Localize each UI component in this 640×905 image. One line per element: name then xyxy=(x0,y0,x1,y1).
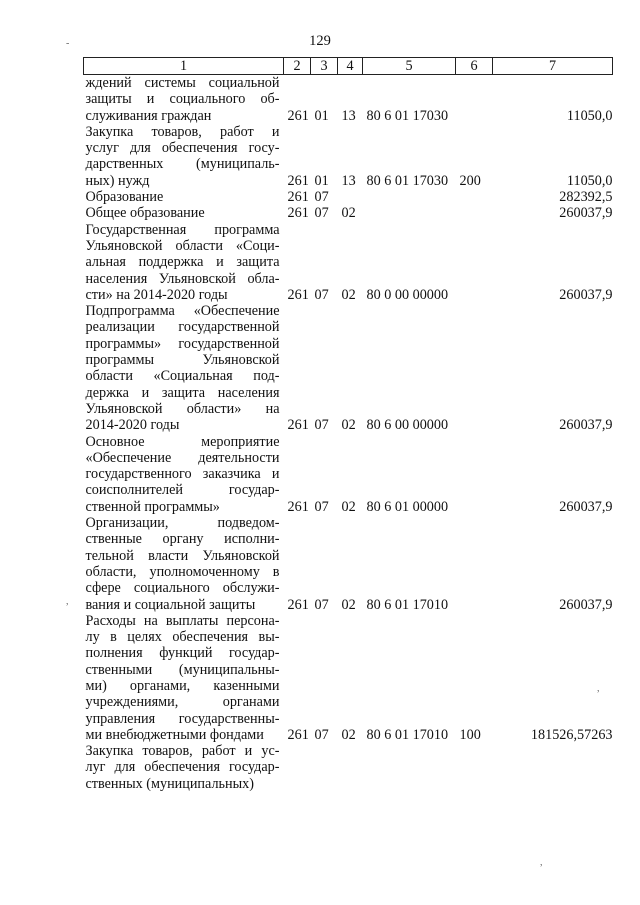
target-article-code: 80 6 01 17030 xyxy=(366,172,449,189)
expense-type-code: 200 xyxy=(459,172,481,189)
row-name-line: 2014-2020 годы xyxy=(85,417,180,434)
row-name-line: ми внебюджетными фондами xyxy=(85,726,264,743)
row-name-line: Образование xyxy=(85,189,164,206)
row-name-line: вания и социальной защиты xyxy=(85,596,256,613)
row-name-line: дарственных (муниципаль- xyxy=(85,156,280,173)
row-name-line: Общее образование xyxy=(85,205,205,222)
section-code xyxy=(311,743,338,792)
row-name-line: полнения функций государ- xyxy=(85,645,280,662)
section-code: 07 xyxy=(314,498,329,515)
row-name-line: Государственная программа xyxy=(85,221,280,238)
row-name-line: реализации государственной xyxy=(85,319,280,336)
table-row xyxy=(84,75,613,124)
amount: 11050,0 xyxy=(566,107,613,124)
amount: 260037,9 xyxy=(559,205,613,222)
scan-speck: , xyxy=(66,596,69,607)
expense-type-code xyxy=(456,75,493,124)
target-article-code: 80 6 01 17010 xyxy=(366,726,449,743)
amount: 11050,0 xyxy=(566,172,613,189)
expense-type-code xyxy=(456,222,493,303)
header-col-1: 1 xyxy=(84,58,284,75)
header-col-2: 2 xyxy=(284,58,311,75)
row-name-line: лу в целях обеспечения вы- xyxy=(85,629,280,646)
subsection-code xyxy=(338,743,363,792)
row-name-line: населения Ульяновской обла- xyxy=(85,270,280,287)
row-name-line: «Обеспечение деятельности xyxy=(85,449,280,466)
section-code: 07 xyxy=(314,726,329,743)
section-code: 07 xyxy=(314,205,329,222)
chapter-code: 261 xyxy=(287,189,309,206)
subsection-code: 02 xyxy=(341,205,356,222)
chapter-code: 261 xyxy=(287,205,309,222)
header-row xyxy=(84,58,613,75)
table-row xyxy=(84,222,613,303)
target-article-code: 80 6 01 00000 xyxy=(366,498,449,515)
row-name-line: сфере социального обслужи- xyxy=(85,580,280,597)
table-row xyxy=(84,743,613,792)
row-name xyxy=(84,124,284,189)
row-name-line: управления государственны- xyxy=(85,710,280,727)
table-row xyxy=(84,613,613,743)
expense-type-code xyxy=(456,515,493,613)
chapter-code: 261 xyxy=(287,286,309,303)
row-name-line: Ульяновской области «Соци- xyxy=(85,237,280,254)
row-name-line: области «Социальная под- xyxy=(85,368,280,385)
row-name-line: соисполнителей государ- xyxy=(85,482,280,499)
row-name xyxy=(84,303,284,433)
subsection-code: 13 xyxy=(341,107,356,124)
row-name-line: программы Ульяновской xyxy=(85,352,280,369)
expense-type-code: 100 xyxy=(459,726,481,743)
table-row xyxy=(84,434,613,515)
row-name-line: ственные органу исполни- xyxy=(85,531,280,548)
row-name-line: луг для обеспечения государ- xyxy=(85,759,280,776)
scan-speck: , xyxy=(540,857,543,868)
amount xyxy=(493,743,613,792)
header-col-6: 6 xyxy=(456,58,493,75)
subsection-code: 13 xyxy=(341,172,356,189)
row-name-line: защиты и социального об- xyxy=(85,91,280,108)
table-row xyxy=(84,205,613,221)
row-name-line: держка и защита населения xyxy=(85,384,280,401)
subsection-code: 02 xyxy=(341,286,356,303)
amount: 260037,9 xyxy=(559,286,613,303)
row-name-line: Организации, подведом- xyxy=(85,515,280,532)
row-name xyxy=(84,434,284,515)
row-name-line: ждений системы социальной xyxy=(85,75,280,91)
section-code: 07 xyxy=(314,596,329,613)
chapter-code: 261 xyxy=(287,107,309,124)
header-col-4: 4 xyxy=(338,58,363,75)
scan-speck: , xyxy=(597,683,600,694)
row-name-line: Закупка товаров, работ и ус- xyxy=(85,743,280,760)
chapter-code: 261 xyxy=(287,498,309,515)
subsection-code: 02 xyxy=(341,596,356,613)
amount: 181526,57263 xyxy=(530,726,613,743)
target-article-code: 80 6 00 00000 xyxy=(366,417,449,434)
row-name-line: Основное мероприятие xyxy=(85,433,280,450)
row-name-line: ственными (муниципальны- xyxy=(85,661,280,678)
section-code: 07 xyxy=(314,417,329,434)
header-col-7: 7 xyxy=(493,58,613,75)
amount: 260037,9 xyxy=(559,596,613,613)
expense-type-code xyxy=(456,743,493,792)
row-name-line: ственной программы» xyxy=(85,498,220,515)
expense-type-code xyxy=(456,303,493,433)
row-name-line: Закупка товаров, работ и xyxy=(85,123,280,140)
row-name xyxy=(84,743,284,792)
section-code: 07 xyxy=(314,189,329,206)
row-name xyxy=(84,205,284,221)
row-name-line: программы» государственной xyxy=(85,335,280,352)
row-name-line: государственного заказчика и xyxy=(85,466,280,483)
row-name-line: Ульяновской области» на xyxy=(85,400,280,417)
subsection-code: 02 xyxy=(341,417,356,434)
scan-speck: - xyxy=(66,38,70,49)
target-article-code: 80 0 00 00000 xyxy=(366,286,449,303)
budget-table xyxy=(83,57,613,792)
target-article-code: 80 6 01 17010 xyxy=(366,596,449,613)
chapter-code: 261 xyxy=(287,596,309,613)
target-article-code xyxy=(363,205,456,221)
table-header xyxy=(84,58,613,75)
chapter-code: 261 xyxy=(287,172,309,189)
chapter-code: 261 xyxy=(287,417,309,434)
table-row xyxy=(84,515,613,613)
target-article-code xyxy=(363,189,456,205)
expense-type-code xyxy=(456,434,493,515)
target-article-code xyxy=(363,743,456,792)
row-name xyxy=(84,222,284,303)
row-name xyxy=(84,189,284,205)
subsection-code xyxy=(338,189,363,205)
expense-type-code xyxy=(456,189,493,205)
row-name-line: области, уполномоченному в xyxy=(85,563,280,580)
amount: 282392,5 xyxy=(559,189,613,206)
row-name-line: служивания граждан xyxy=(85,107,212,124)
amount: 260037,9 xyxy=(559,417,613,434)
table-row xyxy=(84,189,613,205)
header-col-5: 5 xyxy=(363,58,456,75)
table-row xyxy=(84,303,613,433)
amount: 260037,9 xyxy=(559,498,613,515)
row-name xyxy=(84,515,284,613)
target-article-code: 80 6 01 17030 xyxy=(366,107,449,124)
subsection-code: 02 xyxy=(341,498,356,515)
row-name xyxy=(84,75,284,124)
expense-type-code xyxy=(456,205,493,221)
header-col-3: 3 xyxy=(311,58,338,75)
row-name-line: ми) органами, казенными xyxy=(85,677,280,694)
section-code: 01 xyxy=(314,172,329,189)
chapter-code xyxy=(284,743,311,792)
section-code: 01 xyxy=(314,107,329,124)
subsection-code: 02 xyxy=(341,726,356,743)
row-name-line: Подпрограмма «Обеспечение xyxy=(85,303,280,320)
row-name-line: ных) нужд xyxy=(85,172,150,189)
row-name-line: услуг для обеспечения госу- xyxy=(85,140,280,157)
page-number: 129 xyxy=(309,33,331,49)
row-name-line: тельной власти Ульяновской xyxy=(85,547,280,564)
table-body xyxy=(84,75,613,793)
table-row xyxy=(84,124,613,189)
chapter-code: 261 xyxy=(287,726,309,743)
row-name-line: альная поддержка и защита xyxy=(85,254,280,271)
row-name-line: ственных (муниципальных) xyxy=(85,775,254,792)
section-code: 07 xyxy=(314,286,329,303)
row-name-line: сти» на 2014-2020 годы xyxy=(85,286,228,303)
row-name-line: учреждениями, органами xyxy=(85,694,280,711)
row-name xyxy=(84,613,284,743)
row-name-line: Расходы на выплаты персона- xyxy=(85,612,280,629)
